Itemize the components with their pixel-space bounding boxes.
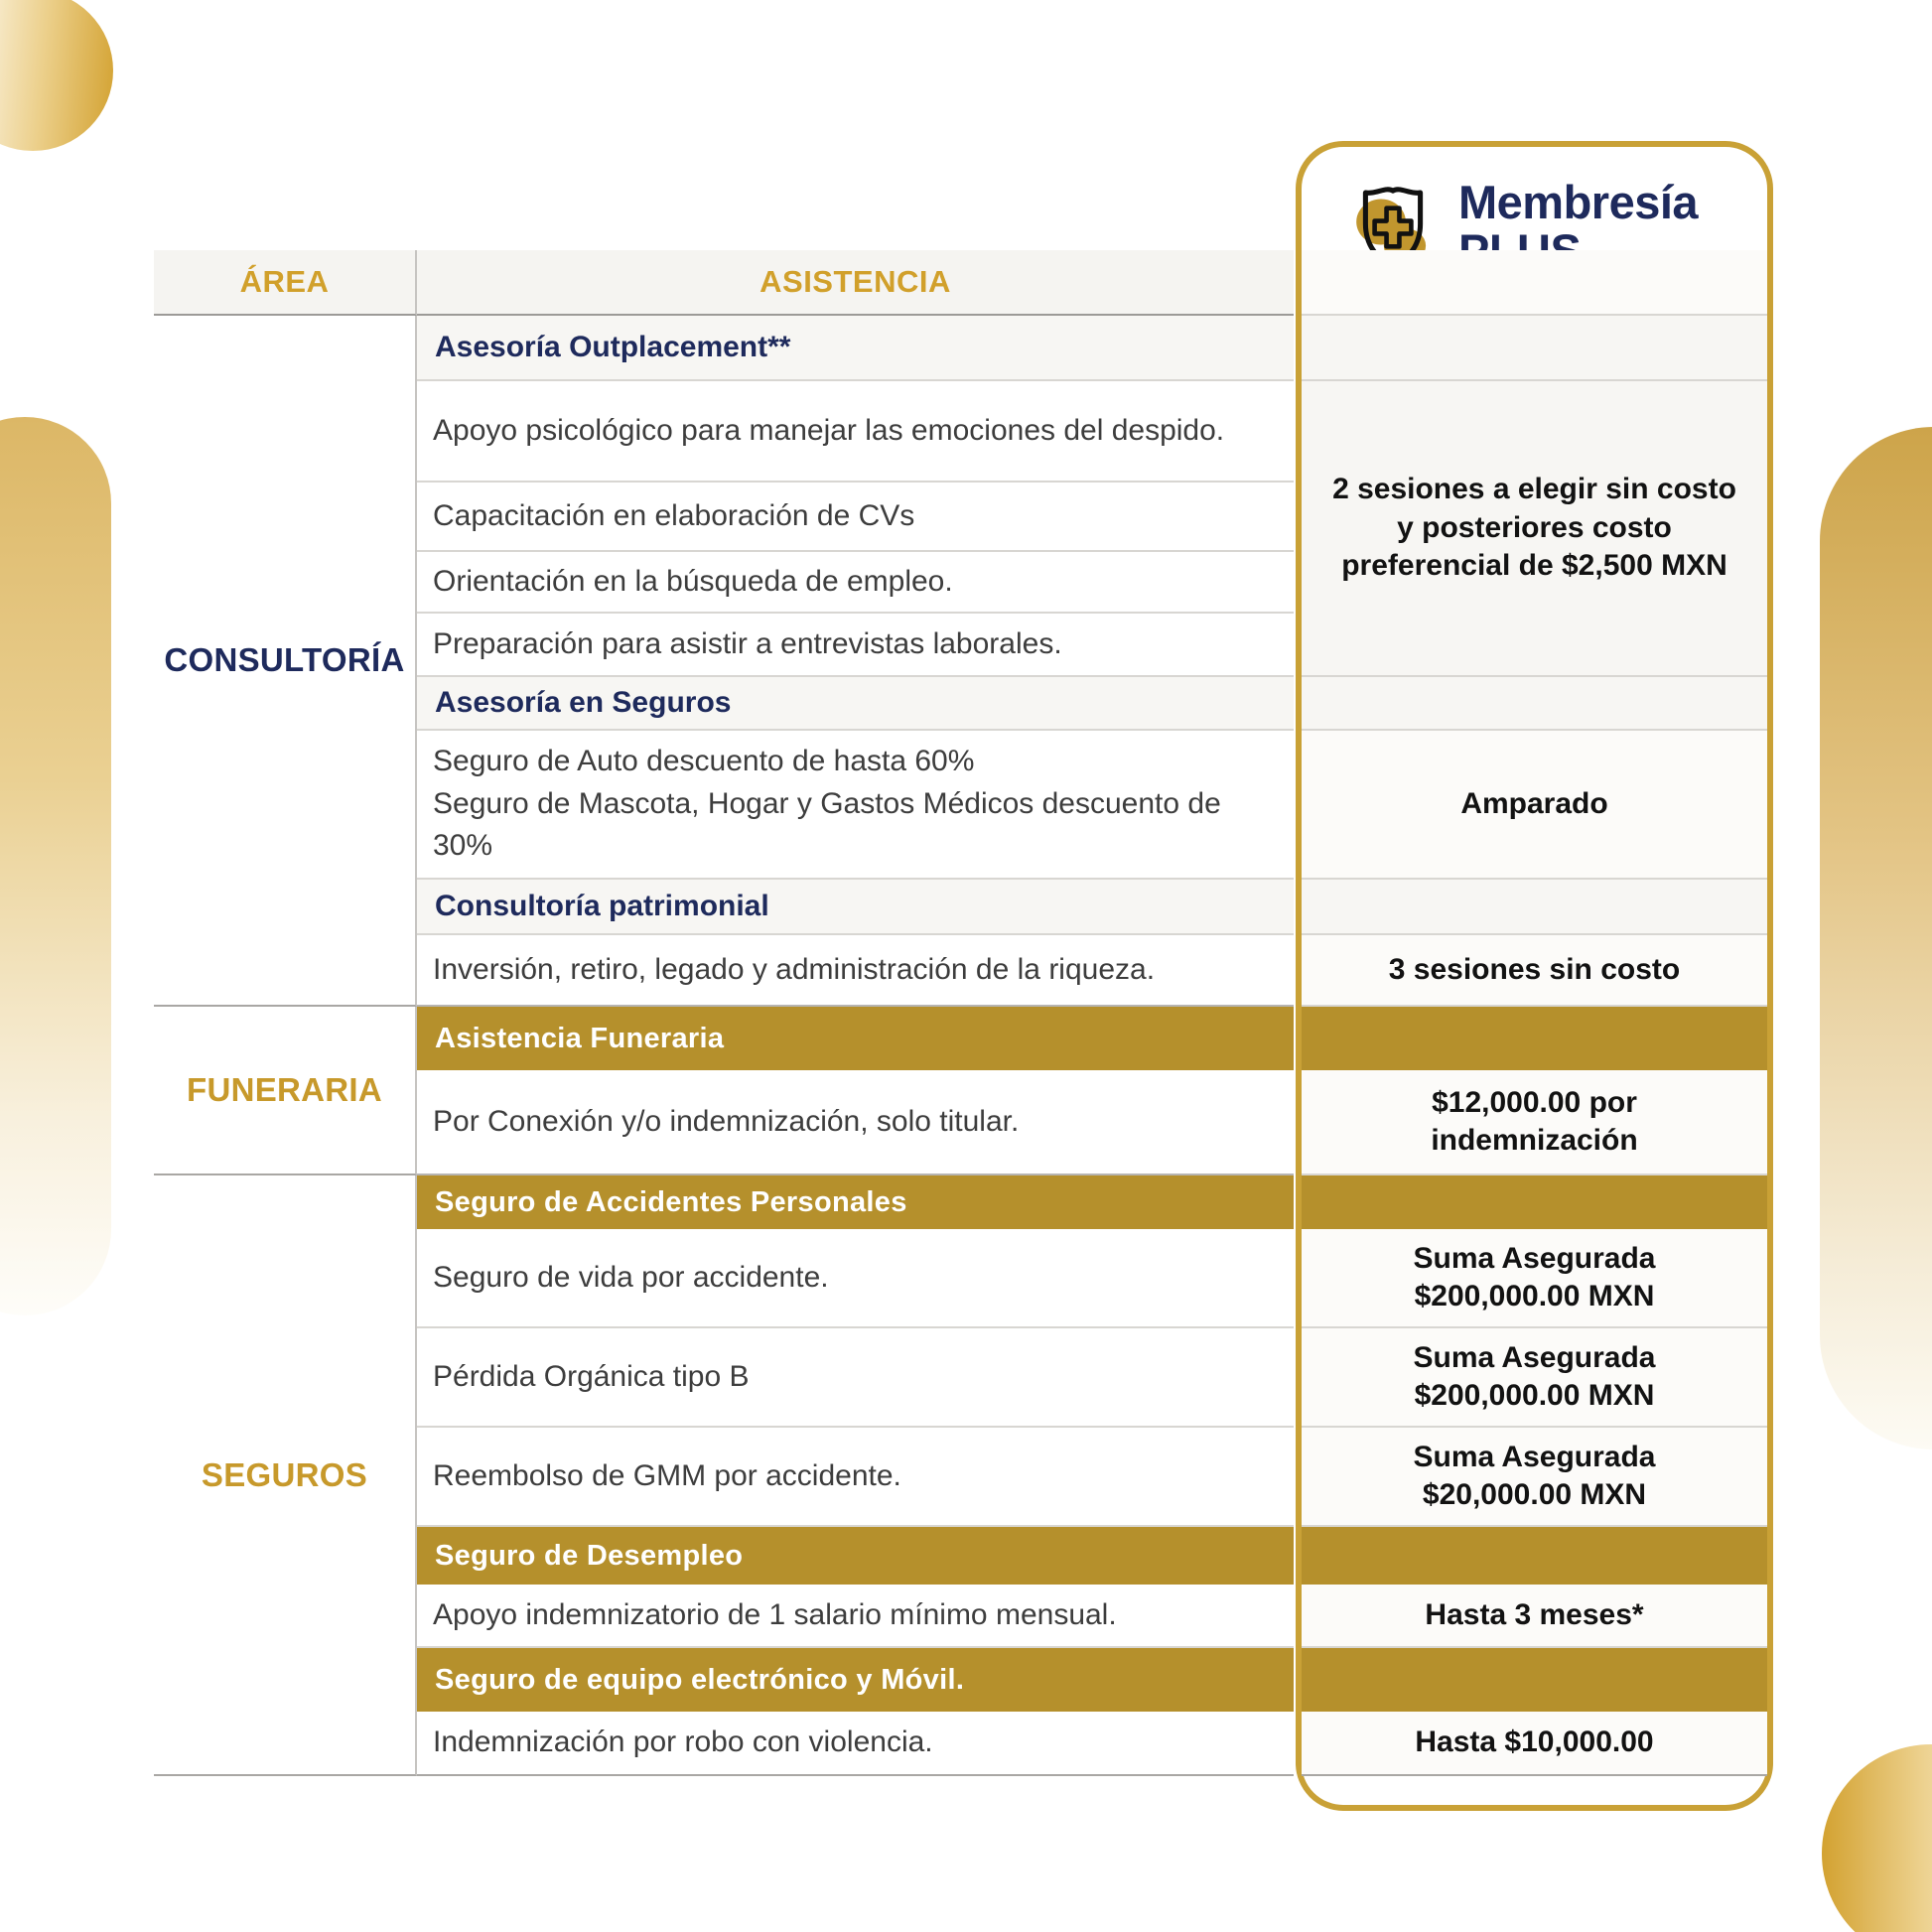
plus-value-perdida — [1302, 1328, 1767, 1428]
row-capacitacion-cv: Capacitación en elaboración de CVs — [417, 483, 1294, 552]
seguro-mascota-line: Seguro de Mascota, Hogar y Gastos Médicos descuento de 30% — [433, 786, 1221, 863]
membership-title-line1: Membresía — [1458, 176, 1699, 229]
row-seguro-vida: Seguro de vida por accidente. — [417, 1229, 1294, 1328]
banner-seguro-desempleo: Seguro de Desempleo — [417, 1527, 1294, 1585]
membership-card-header — [1302, 147, 1767, 250]
plus-value-vida — [1302, 1229, 1767, 1328]
row-preparacion-entrevistas: Preparación para asistir a entrevistas laborales. — [417, 614, 1294, 677]
plus-value-line: y posteriores costo — [1397, 510, 1672, 544]
plus-value-line: $12,000.00 por — [1432, 1085, 1637, 1119]
plus-band-equipo — [1302, 1648, 1767, 1712]
plus-value-line: preferencial de $2,500 MXN — [1341, 549, 1727, 583]
row-inversion-retiro: Inversión, retiro, legado y administración de la riqueza. — [417, 935, 1294, 1007]
plus-value-reembolso — [1302, 1428, 1767, 1527]
gold-circle-decoration-bottom-right — [1822, 1744, 1932, 1932]
plus-value-equipo: Hasta $10,000.00 — [1302, 1712, 1767, 1776]
plus-value-line: Suma Asegurada — [1413, 1241, 1656, 1275]
banner-seguro-accidentes: Seguro de Accidentes Personales — [417, 1175, 1294, 1229]
plus-value-line: $20,000.00 MXN — [1422, 1478, 1647, 1511]
banner-asistencia-funeraria: Asistencia Funeraria — [417, 1007, 1294, 1070]
row-reembolso-gmm: Reembolso de GMM por accidente. — [417, 1428, 1294, 1527]
row-orientacion-empleo: Orientación en la búsqueda de empleo. — [417, 552, 1294, 614]
area-label-seguros: SEGUROS — [154, 1175, 417, 1776]
plus-value-line: indemnización — [1431, 1124, 1638, 1157]
plus-spacer-header — [1302, 250, 1767, 316]
gold-circle-decoration-top-left — [0, 0, 113, 151]
row-conexion-indemnizacion: Por Conexión y/o indemnización, solo titular. — [417, 1070, 1294, 1175]
row-apoyo-psicologico: Apoyo psicológico para manejar las emociones del despido. — [417, 381, 1294, 483]
subheader-asesoria-seguros: Asesoría en Seguros — [417, 677, 1294, 731]
plus-value-desempleo: Hasta 3 meses* — [1302, 1585, 1767, 1648]
plus-value-column — [1302, 250, 1767, 1776]
plus-value-line: $200,000.00 MXN — [1414, 1379, 1655, 1412]
row-perdida-organica: Pérdida Orgánica tipo B — [417, 1328, 1294, 1428]
row-seguro-auto-mascota — [417, 731, 1294, 880]
row-apoyo-indemnizatorio: Apoyo indemnizatorio de 1 salario mínimo mensual. — [417, 1585, 1294, 1648]
plus-value-outplacement — [1302, 381, 1767, 677]
area-label-consultoria: CONSULTORÍA — [154, 316, 417, 1007]
plus-value-line: $200,000.00 MXN — [1414, 1280, 1655, 1312]
column-header-asistencia: ASISTENCIA — [417, 250, 1294, 316]
plus-strip-asesoria-seguros — [1302, 677, 1767, 731]
plus-value-funeraria — [1302, 1070, 1767, 1175]
plus-band-funeraria — [1302, 1007, 1767, 1070]
plus-strip-outplacement — [1302, 316, 1767, 381]
area-label-funeraria: FUNERARIA — [154, 1007, 417, 1175]
banner-seguro-equipo: Seguro de equipo electrónico y Móvil. — [417, 1648, 1294, 1712]
column-header-area: ÁREA — [154, 250, 417, 316]
plus-value-amparado: Amparado — [1302, 731, 1767, 880]
gold-capsule-decoration-left — [0, 417, 111, 1315]
plus-value-line: 2 sesiones a elegir sin costo — [1332, 473, 1736, 506]
benefits-table — [154, 250, 1294, 1776]
plus-value-line: Suma Asegurada — [1413, 1340, 1656, 1374]
plus-band-accidentes — [1302, 1175, 1767, 1229]
subheader-consultoria-patrimonial: Consultoría patrimonial — [417, 880, 1294, 935]
gold-capsule-decoration-right — [1820, 427, 1932, 1449]
plus-band-desempleo — [1302, 1527, 1767, 1585]
row-indemnizacion-robo: Indemnización por robo con violencia. — [417, 1712, 1294, 1776]
seguro-auto-line: Seguro de Auto descuento de hasta 60% — [433, 745, 975, 778]
plus-strip-patrimonial — [1302, 880, 1767, 935]
plus-value-line: Suma Asegurada — [1413, 1440, 1656, 1473]
plus-value-patrimonial: 3 sesiones sin costo — [1302, 935, 1767, 1007]
subheader-asesoria-outplacement: Asesoría Outplacement** — [417, 316, 1294, 381]
